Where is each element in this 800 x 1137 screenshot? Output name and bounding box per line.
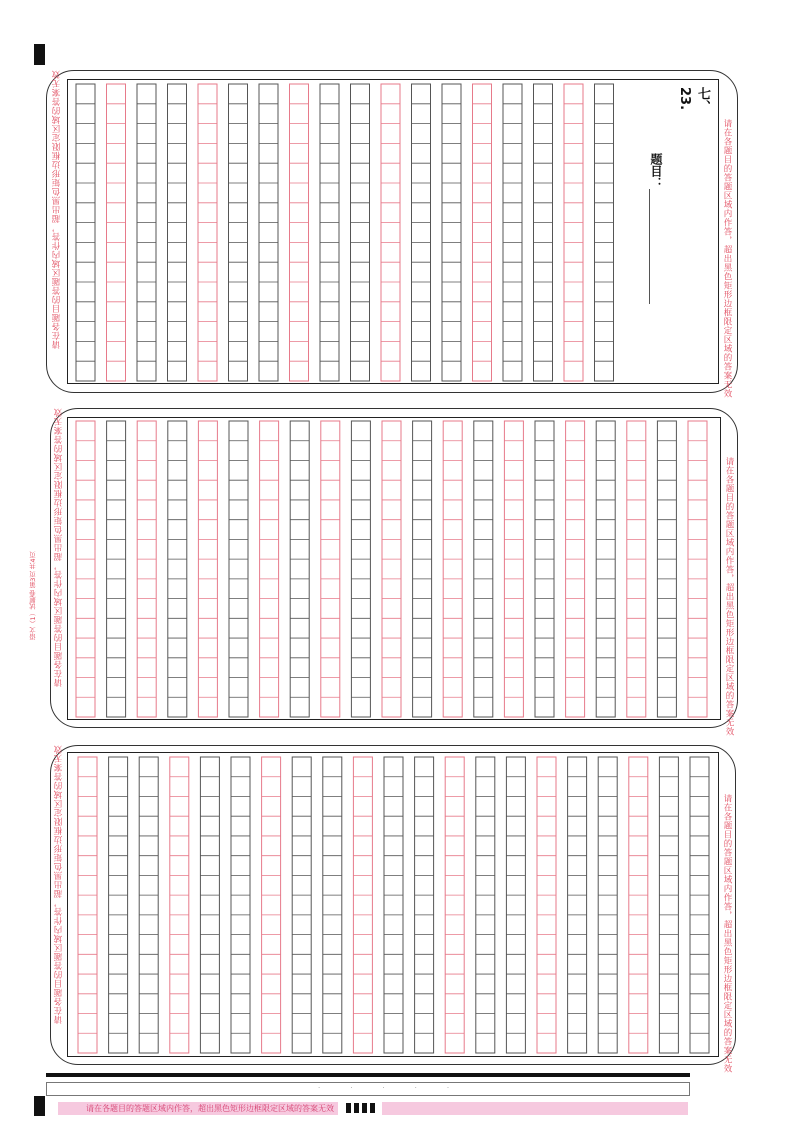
barcode-bar-3 (362, 1103, 367, 1113)
grid-2-column-12[interactable] (443, 421, 462, 717)
grid-2-column-9[interactable] (351, 421, 370, 717)
footer-dots: ····· (318, 1084, 480, 1092)
grid-1-column-17[interactable] (595, 84, 614, 381)
grid-2-column-13[interactable] (474, 421, 493, 717)
barcode-bar-4 (370, 1103, 375, 1113)
grid-3-column-15[interactable] (537, 757, 556, 1053)
grid-3-column-18[interactable] (629, 757, 648, 1053)
grid-1-column-3[interactable] (168, 84, 187, 381)
grid-1-column-12[interactable] (442, 84, 461, 381)
grid-2-column-15[interactable] (535, 421, 554, 717)
grid-1-column-9[interactable] (351, 84, 370, 381)
grid-3-column-11[interactable] (415, 757, 434, 1053)
grid-3-column-14[interactable] (506, 757, 525, 1053)
instruction-note-left-1: 请在各题目的答题区域内作答，超出黑色矩形边框限定区域的答案无效 (52, 70, 62, 349)
grid-2-column-14[interactable] (504, 421, 523, 717)
barcode-bar-2 (354, 1103, 359, 1113)
grid-1-column-5[interactable] (229, 84, 248, 381)
grid-1-column-8[interactable] (320, 84, 339, 381)
grid-1-column-7[interactable] (290, 84, 309, 381)
grid-1-column-2[interactable] (137, 84, 156, 381)
grid-2-column-16[interactable] (566, 421, 585, 717)
grid-1-column-13[interactable] (473, 84, 492, 381)
grid-3-column-6[interactable] (262, 757, 281, 1053)
grid-2-column-17[interactable] (596, 421, 615, 717)
grid-1-column-10[interactable] (381, 84, 400, 381)
grid-2-column-18[interactable] (627, 421, 646, 717)
grid-2-column-0[interactable] (76, 421, 95, 717)
grid-1-column-4[interactable] (198, 84, 217, 381)
instruction-note-right-3: 请在各题目的答题区域内作答，超出黑色矩形边框限定区域的答案无效 (722, 794, 732, 1073)
section-marker: 七、 (695, 87, 710, 113)
grid-3-column-13[interactable] (476, 757, 495, 1053)
grid-2-column-4[interactable] (198, 421, 217, 717)
footer-pink-bar-right (382, 1102, 688, 1115)
grid-3-column-1[interactable] (109, 757, 128, 1053)
grid-2-column-1[interactable] (107, 421, 126, 717)
grid-3-column-10[interactable] (384, 757, 403, 1053)
grid-1-column-14[interactable] (503, 84, 522, 381)
grid-3-column-7[interactable] (292, 757, 311, 1053)
grid-2-column-10[interactable] (382, 421, 401, 717)
grid-3-column-4[interactable] (200, 757, 219, 1053)
grid-3-column-3[interactable] (170, 757, 189, 1053)
grid-2-column-3[interactable] (168, 421, 187, 717)
grid-1-column-16[interactable] (564, 84, 583, 381)
barcode-bar-1 (346, 1103, 351, 1113)
question-number: 23. (677, 87, 692, 111)
grid-3-column-9[interactable] (353, 757, 372, 1053)
grid-1-column-15[interactable] (534, 84, 553, 381)
instruction-note-left-3: 请在各题目的答题区域内作答，超出黑色矩形边框限定区域的答案无效 (54, 745, 64, 1024)
grid-2-column-2[interactable] (137, 421, 156, 717)
grid-3-column-0[interactable] (78, 757, 97, 1053)
grid-3-column-5[interactable] (231, 757, 250, 1053)
grid-1-column-11[interactable] (412, 84, 431, 381)
instruction-note-left-2: 请在各题目的答题区域内作答，超出黑色矩形边框限定区域的答案无效 (54, 408, 64, 687)
grid-1-column-6[interactable] (259, 84, 278, 381)
grid-2-column-19[interactable] (657, 421, 676, 717)
grid-2-column-6[interactable] (260, 421, 279, 717)
footer-notice: 请在各题目的答题区域内作答，超出黑色矩形边框限定区域的答案无效 (86, 1104, 334, 1113)
grid-3-column-8[interactable] (323, 757, 342, 1053)
footer-rule (46, 1073, 690, 1077)
grid-3-column-19[interactable] (659, 757, 678, 1053)
grid-3-column-16[interactable] (568, 757, 587, 1053)
grid-3-column-20[interactable] (690, 757, 709, 1053)
instruction-note-right-2: 请在各题目的答题区域内作答，超出黑色矩形边框限定区域的答案无效 (724, 457, 734, 736)
grid-1-column-1[interactable] (107, 84, 126, 381)
grid-2-column-11[interactable] (413, 421, 432, 717)
grid-1-column-0[interactable] (76, 84, 95, 381)
grid-3-column-17[interactable] (598, 757, 617, 1053)
instruction-note-right-1: 请在各题目的答题区域内作答，超出黑色矩形边框限定区域的答案无效 (722, 119, 732, 398)
page-info: 语文（1）试题卷 第3页 共4页 (29, 551, 37, 640)
grid-2-column-5[interactable] (229, 421, 248, 717)
grid-2-column-8[interactable] (321, 421, 340, 717)
grid-3-column-2[interactable] (139, 757, 158, 1053)
grid-2-column-20[interactable] (688, 421, 707, 717)
grid-2-column-7[interactable] (290, 421, 309, 717)
essay-title-label: 题目： (649, 153, 663, 189)
grid-3-column-12[interactable] (445, 757, 464, 1053)
